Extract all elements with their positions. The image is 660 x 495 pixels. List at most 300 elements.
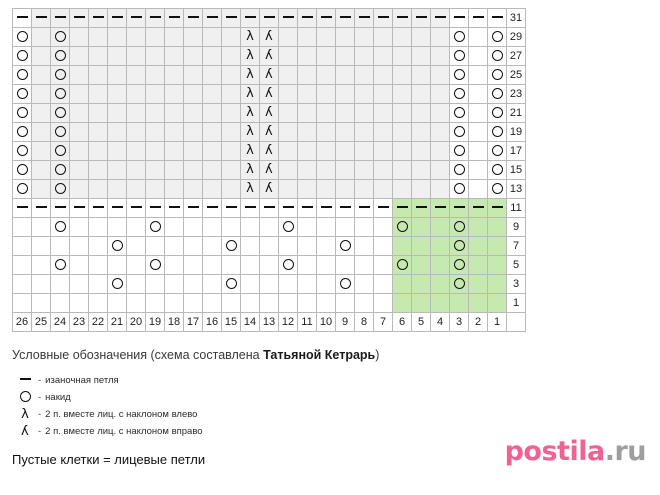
chart-cell[interactable]: [355, 9, 374, 28]
chart-cell[interactable]: [241, 85, 260, 104]
chart-cell[interactable]: [317, 28, 336, 47]
chart-cell[interactable]: [184, 142, 203, 161]
chart-cell[interactable]: [260, 123, 279, 142]
chart-cell[interactable]: [13, 237, 32, 256]
chart-cell[interactable]: [70, 218, 89, 237]
chart-cell[interactable]: [279, 294, 298, 313]
chart-cell[interactable]: [146, 28, 165, 47]
chart-cell[interactable]: [336, 142, 355, 161]
chart-cell[interactable]: [203, 180, 222, 199]
chart-cell[interactable]: [89, 161, 108, 180]
chart-cell[interactable]: [165, 47, 184, 66]
chart-cell[interactable]: [13, 256, 32, 275]
chart-cell[interactable]: [393, 294, 412, 313]
chart-cell[interactable]: [184, 256, 203, 275]
chart-cell[interactable]: [469, 9, 488, 28]
chart-cell[interactable]: [336, 180, 355, 199]
chart-cell[interactable]: [51, 123, 70, 142]
chart-cell[interactable]: [70, 85, 89, 104]
chart-cell[interactable]: [260, 66, 279, 85]
chart-cell[interactable]: [127, 9, 146, 28]
chart-cell[interactable]: [431, 104, 450, 123]
chart-cell[interactable]: [89, 28, 108, 47]
chart-cell[interactable]: [241, 142, 260, 161]
chart-cell[interactable]: [184, 180, 203, 199]
chart-cell[interactable]: [431, 256, 450, 275]
chart-cell[interactable]: [260, 9, 279, 28]
chart-cell[interactable]: [431, 28, 450, 47]
chart-cell[interactable]: [32, 218, 51, 237]
chart-cell[interactable]: [89, 9, 108, 28]
chart-cell[interactable]: [32, 85, 51, 104]
chart-cell[interactable]: [165, 180, 184, 199]
chart-cell[interactable]: [393, 161, 412, 180]
chart-cell[interactable]: [222, 104, 241, 123]
chart-cell[interactable]: [260, 237, 279, 256]
chart-cell[interactable]: [355, 294, 374, 313]
chart-cell[interactable]: [222, 256, 241, 275]
chart-cell[interactable]: [32, 142, 51, 161]
chart-cell[interactable]: [165, 28, 184, 47]
chart-cell[interactable]: [298, 256, 317, 275]
chart-cell[interactable]: [184, 294, 203, 313]
chart-cell[interactable]: [355, 47, 374, 66]
chart-cell[interactable]: [70, 142, 89, 161]
chart-cell[interactable]: [203, 66, 222, 85]
chart-cell[interactable]: [336, 199, 355, 218]
chart-cell[interactable]: [488, 161, 507, 180]
chart-cell[interactable]: [184, 161, 203, 180]
chart-cell[interactable]: [393, 66, 412, 85]
chart-cell[interactable]: [108, 256, 127, 275]
chart-cell[interactable]: [184, 275, 203, 294]
chart-cell[interactable]: [469, 123, 488, 142]
chart-cell[interactable]: [412, 275, 431, 294]
chart-cell[interactable]: [393, 218, 412, 237]
chart-cell[interactable]: [279, 104, 298, 123]
chart-cell[interactable]: [260, 199, 279, 218]
chart-cell[interactable]: [70, 237, 89, 256]
chart-cell[interactable]: [184, 104, 203, 123]
chart-cell[interactable]: [317, 9, 336, 28]
chart-cell[interactable]: [488, 85, 507, 104]
chart-cell[interactable]: [336, 237, 355, 256]
chart-cell[interactable]: [336, 47, 355, 66]
chart-cell[interactable]: [127, 142, 146, 161]
chart-cell[interactable]: [393, 104, 412, 123]
chart-cell[interactable]: [89, 180, 108, 199]
chart-cell[interactable]: [298, 123, 317, 142]
chart-cell[interactable]: [184, 28, 203, 47]
chart-cell[interactable]: [412, 28, 431, 47]
chart-cell[interactable]: [127, 275, 146, 294]
chart-cell[interactable]: [108, 104, 127, 123]
chart-cell[interactable]: [355, 85, 374, 104]
chart-cell[interactable]: [260, 256, 279, 275]
chart-cell[interactable]: [51, 180, 70, 199]
chart-cell[interactable]: [13, 85, 32, 104]
chart-cell[interactable]: [336, 161, 355, 180]
chart-cell[interactable]: [108, 294, 127, 313]
chart-cell[interactable]: [32, 123, 51, 142]
chart-cell[interactable]: [317, 123, 336, 142]
chart-cell[interactable]: [32, 9, 51, 28]
chart-cell[interactable]: [51, 85, 70, 104]
chart-cell[interactable]: [108, 85, 127, 104]
chart-cell[interactable]: [222, 123, 241, 142]
chart-cell[interactable]: [241, 256, 260, 275]
chart-cell[interactable]: [488, 275, 507, 294]
chart-cell[interactable]: [127, 218, 146, 237]
chart-cell[interactable]: [450, 180, 469, 199]
chart-cell[interactable]: [146, 180, 165, 199]
chart-cell[interactable]: [108, 275, 127, 294]
chart-cell[interactable]: [127, 47, 146, 66]
chart-cell[interactable]: [260, 85, 279, 104]
chart-cell[interactable]: [488, 218, 507, 237]
chart-cell[interactable]: [51, 275, 70, 294]
chart-cell[interactable]: [127, 85, 146, 104]
chart-cell[interactable]: [469, 180, 488, 199]
chart-cell[interactable]: [32, 47, 51, 66]
chart-cell[interactable]: [165, 199, 184, 218]
chart-cell[interactable]: [393, 28, 412, 47]
chart-cell[interactable]: [13, 275, 32, 294]
chart-cell[interactable]: [70, 66, 89, 85]
chart-cell[interactable]: [450, 123, 469, 142]
chart-cell[interactable]: [279, 256, 298, 275]
chart-cell[interactable]: [355, 275, 374, 294]
chart-cell[interactable]: [450, 104, 469, 123]
chart-cell[interactable]: [89, 47, 108, 66]
chart-cell[interactable]: [32, 275, 51, 294]
chart-cell[interactable]: [279, 66, 298, 85]
chart-cell[interactable]: [222, 47, 241, 66]
chart-cell[interactable]: [393, 275, 412, 294]
chart-cell[interactable]: [184, 237, 203, 256]
chart-cell[interactable]: [32, 161, 51, 180]
chart-cell[interactable]: [412, 294, 431, 313]
chart-cell[interactable]: [70, 180, 89, 199]
chart-cell[interactable]: [355, 161, 374, 180]
chart-cell[interactable]: [336, 218, 355, 237]
chart-cell[interactable]: [431, 123, 450, 142]
chart-cell[interactable]: [336, 275, 355, 294]
chart-cell[interactable]: [298, 218, 317, 237]
chart-cell[interactable]: [108, 218, 127, 237]
chart-cell[interactable]: [127, 66, 146, 85]
chart-cell[interactable]: [165, 161, 184, 180]
chart-cell[interactable]: [355, 66, 374, 85]
chart-cell[interactable]: [203, 9, 222, 28]
chart-cell[interactable]: [298, 237, 317, 256]
chart-cell[interactable]: [146, 66, 165, 85]
chart-cell[interactable]: [279, 199, 298, 218]
chart-cell[interactable]: [431, 237, 450, 256]
chart-cell[interactable]: [146, 237, 165, 256]
chart-cell[interactable]: [108, 161, 127, 180]
chart-cell[interactable]: [51, 104, 70, 123]
chart-cell[interactable]: [488, 294, 507, 313]
chart-cell[interactable]: [279, 28, 298, 47]
chart-cell[interactable]: [241, 161, 260, 180]
chart-cell[interactable]: [184, 9, 203, 28]
chart-cell[interactable]: [32, 104, 51, 123]
chart-cell[interactable]: [336, 104, 355, 123]
chart-cell[interactable]: [203, 123, 222, 142]
chart-cell[interactable]: [469, 294, 488, 313]
chart-cell[interactable]: [469, 218, 488, 237]
chart-cell[interactable]: [450, 9, 469, 28]
chart-cell[interactable]: [374, 28, 393, 47]
chart-cell[interactable]: [203, 275, 222, 294]
chart-cell[interactable]: [298, 180, 317, 199]
chart-cell[interactable]: [127, 28, 146, 47]
chart-cell[interactable]: [488, 142, 507, 161]
chart-cell[interactable]: [13, 180, 32, 199]
chart-cell[interactable]: [412, 142, 431, 161]
chart-cell[interactable]: [469, 161, 488, 180]
chart-cell[interactable]: [51, 161, 70, 180]
chart-cell[interactable]: [13, 66, 32, 85]
chart-cell[interactable]: [412, 66, 431, 85]
chart-cell[interactable]: [469, 275, 488, 294]
chart-cell[interactable]: [222, 28, 241, 47]
chart-cell[interactable]: [488, 47, 507, 66]
chart-cell[interactable]: [70, 161, 89, 180]
chart-cell[interactable]: [298, 85, 317, 104]
chart-cell[interactable]: [450, 275, 469, 294]
chart-cell[interactable]: [431, 218, 450, 237]
chart-cell[interactable]: [469, 47, 488, 66]
chart-cell[interactable]: [89, 199, 108, 218]
chart-cell[interactable]: [355, 123, 374, 142]
chart-cell[interactable]: [374, 180, 393, 199]
chart-cell[interactable]: [127, 161, 146, 180]
chart-cell[interactable]: [488, 256, 507, 275]
chart-cell[interactable]: [146, 142, 165, 161]
chart-cell[interactable]: [336, 256, 355, 275]
chart-cell[interactable]: [450, 47, 469, 66]
chart-cell[interactable]: [241, 294, 260, 313]
chart-cell[interactable]: [146, 85, 165, 104]
chart-cell[interactable]: [393, 142, 412, 161]
chart-cell[interactable]: [222, 9, 241, 28]
chart-cell[interactable]: [13, 199, 32, 218]
chart-cell[interactable]: [165, 142, 184, 161]
chart-cell[interactable]: [450, 85, 469, 104]
chart-cell[interactable]: [279, 142, 298, 161]
chart-cell[interactable]: [393, 180, 412, 199]
chart-cell[interactable]: [51, 199, 70, 218]
chart-cell[interactable]: [412, 9, 431, 28]
chart-cell[interactable]: [241, 66, 260, 85]
chart-cell[interactable]: [355, 28, 374, 47]
chart-cell[interactable]: [222, 294, 241, 313]
chart-cell[interactable]: [51, 47, 70, 66]
chart-cell[interactable]: [241, 123, 260, 142]
chart-cell[interactable]: [450, 161, 469, 180]
chart-cell[interactable]: [222, 66, 241, 85]
chart-cell[interactable]: [298, 9, 317, 28]
chart-cell[interactable]: [374, 47, 393, 66]
chart-cell[interactable]: [355, 104, 374, 123]
chart-cell[interactable]: [146, 47, 165, 66]
chart-cell[interactable]: [13, 104, 32, 123]
chart-cell[interactable]: [355, 218, 374, 237]
chart-cell[interactable]: [393, 256, 412, 275]
chart-cell[interactable]: [260, 275, 279, 294]
chart-cell[interactable]: [70, 123, 89, 142]
chart-cell[interactable]: [241, 275, 260, 294]
chart-cell[interactable]: [298, 28, 317, 47]
chart-cell[interactable]: [355, 256, 374, 275]
chart-cell[interactable]: [488, 28, 507, 47]
chart-cell[interactable]: [317, 66, 336, 85]
chart-cell[interactable]: [203, 142, 222, 161]
chart-cell[interactable]: [13, 142, 32, 161]
chart-cell[interactable]: [165, 66, 184, 85]
chart-cell[interactable]: [355, 142, 374, 161]
chart-cell[interactable]: [165, 85, 184, 104]
chart-cell[interactable]: [165, 275, 184, 294]
chart-cell[interactable]: [260, 104, 279, 123]
chart-cell[interactable]: [146, 104, 165, 123]
chart-cell[interactable]: [222, 199, 241, 218]
chart-cell[interactable]: [241, 28, 260, 47]
chart-cell[interactable]: [279, 275, 298, 294]
chart-cell[interactable]: [108, 180, 127, 199]
chart-cell[interactable]: [89, 256, 108, 275]
chart-cell[interactable]: [146, 256, 165, 275]
chart-cell[interactable]: [469, 237, 488, 256]
chart-cell[interactable]: [488, 123, 507, 142]
chart-cell[interactable]: [317, 237, 336, 256]
chart-cell[interactable]: [108, 237, 127, 256]
chart-cell[interactable]: [70, 9, 89, 28]
chart-cell[interactable]: [13, 123, 32, 142]
chart-cell[interactable]: [469, 199, 488, 218]
chart-cell[interactable]: [317, 85, 336, 104]
chart-cell[interactable]: [412, 199, 431, 218]
chart-cell[interactable]: [488, 66, 507, 85]
chart-cell[interactable]: [260, 28, 279, 47]
chart-cell[interactable]: [260, 180, 279, 199]
chart-cell[interactable]: [51, 256, 70, 275]
chart-cell[interactable]: [165, 104, 184, 123]
chart-cell[interactable]: [260, 142, 279, 161]
chart-cell[interactable]: [222, 161, 241, 180]
chart-cell[interactable]: [298, 199, 317, 218]
chart-cell[interactable]: [51, 28, 70, 47]
chart-cell[interactable]: [51, 142, 70, 161]
chart-cell[interactable]: [469, 104, 488, 123]
chart-cell[interactable]: [431, 294, 450, 313]
chart-cell[interactable]: [336, 66, 355, 85]
chart-cell[interactable]: [298, 47, 317, 66]
chart-cell[interactable]: [13, 294, 32, 313]
chart-cell[interactable]: [298, 66, 317, 85]
chart-cell[interactable]: [89, 237, 108, 256]
chart-cell[interactable]: [279, 237, 298, 256]
chart-cell[interactable]: [450, 294, 469, 313]
chart-cell[interactable]: [317, 142, 336, 161]
chart-cell[interactable]: [393, 47, 412, 66]
chart-cell[interactable]: [51, 218, 70, 237]
chart-cell[interactable]: [355, 199, 374, 218]
chart-cell[interactable]: [488, 199, 507, 218]
chart-cell[interactable]: [450, 142, 469, 161]
chart-cell[interactable]: [146, 161, 165, 180]
chart-cell[interactable]: [336, 85, 355, 104]
chart-cell[interactable]: [89, 294, 108, 313]
chart-cell[interactable]: [317, 104, 336, 123]
chart-cell[interactable]: [374, 104, 393, 123]
chart-cell[interactable]: [317, 47, 336, 66]
chart-cell[interactable]: [127, 294, 146, 313]
chart-cell[interactable]: [70, 275, 89, 294]
chart-cell[interactable]: [279, 123, 298, 142]
chart-cell[interactable]: [412, 85, 431, 104]
chart-cell[interactable]: [13, 9, 32, 28]
chart-cell[interactable]: [108, 28, 127, 47]
chart-cell[interactable]: [184, 199, 203, 218]
chart-cell[interactable]: [393, 9, 412, 28]
chart-cell[interactable]: [450, 28, 469, 47]
chart-cell[interactable]: [317, 180, 336, 199]
chart-cell[interactable]: [165, 256, 184, 275]
chart-cell[interactable]: [184, 123, 203, 142]
chart-cell[interactable]: [146, 275, 165, 294]
chart-cell[interactable]: [184, 85, 203, 104]
chart-cell[interactable]: [488, 180, 507, 199]
chart-cell[interactable]: [374, 256, 393, 275]
chart-cell[interactable]: [222, 218, 241, 237]
chart-cell[interactable]: [108, 66, 127, 85]
chart-cell[interactable]: [70, 104, 89, 123]
chart-cell[interactable]: [450, 237, 469, 256]
chart-cell[interactable]: [260, 47, 279, 66]
chart-cell[interactable]: [32, 294, 51, 313]
chart-cell[interactable]: [241, 9, 260, 28]
chart-cell[interactable]: [241, 180, 260, 199]
chart-cell[interactable]: [146, 123, 165, 142]
chart-cell[interactable]: [450, 199, 469, 218]
chart-cell[interactable]: [393, 199, 412, 218]
chart-cell[interactable]: [336, 123, 355, 142]
chart-cell[interactable]: [108, 9, 127, 28]
chart-cell[interactable]: [412, 256, 431, 275]
chart-cell[interactable]: [488, 104, 507, 123]
chart-cell[interactable]: [32, 28, 51, 47]
chart-cell[interactable]: [317, 161, 336, 180]
chart-cell[interactable]: [89, 218, 108, 237]
chart-cell[interactable]: [203, 199, 222, 218]
chart-cell[interactable]: [203, 85, 222, 104]
chart-cell[interactable]: [70, 199, 89, 218]
chart-cell[interactable]: [412, 218, 431, 237]
chart-cell[interactable]: [241, 237, 260, 256]
chart-cell[interactable]: [317, 275, 336, 294]
chart-cell[interactable]: [51, 294, 70, 313]
chart-cell[interactable]: [70, 28, 89, 47]
chart-cell[interactable]: [260, 218, 279, 237]
chart-cell[interactable]: [203, 218, 222, 237]
chart-cell[interactable]: [89, 123, 108, 142]
chart-cell[interactable]: [412, 47, 431, 66]
chart-cell[interactable]: [203, 237, 222, 256]
chart-cell[interactable]: [431, 161, 450, 180]
